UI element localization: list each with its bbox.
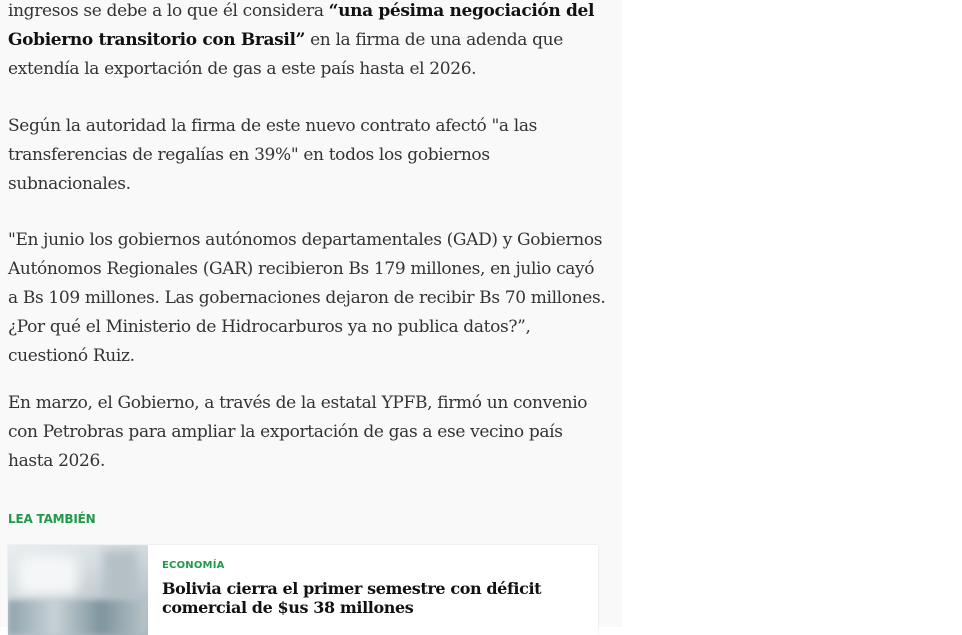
- paragraph-text: "En junio los gobiernos autónomos departamentales (GAD) y Gobiernos Autónomos Regionales (GAR) recibieron Bs 179 millones, en julio cayó a Bs 109 millones. Las gobernaciones dejaron de recibir Bs 70 millones. ¿Por qué el Ministerio de Hidrocarburos ya no publica datos?”, cuestionó Ruiz.: [8, 230, 606, 366]
- paragraph-text: Según la autoridad la firma de este nuevo contrato afectó "a las transferencias de regalías en 39%" en todos los gobiernos subnacionales.: [8, 116, 538, 194]
- related-article-category[interactable]: ECONOMÍA: [162, 560, 225, 571]
- paragraph-text: En marzo, el Gobierno, a través de la estatal YPFB, firmó un convenio con Petrobras para ampliar la exportación de gas a ese vecino país hasta 2026.: [8, 393, 588, 471]
- article-paragraph: [8, 0, 608, 84]
- related-article-headline[interactable]: Bolivia cierra el primer semestre con déficit comercial de $us 38 millones: [162, 579, 542, 617]
- bold-quote: “una pésima negociación del Gobierno transitorio con Brasil”: [8, 1, 595, 50]
- article-paragraph: [8, 226, 608, 371]
- article-paragraph: [8, 112, 608, 199]
- article-paragraph: [8, 389, 608, 476]
- paragraph-text: en la firma de una adenda que extendía la exportación de gas a este país hasta el 2026.: [8, 30, 563, 79]
- related-section-label: LEA TAMBIÉN: [8, 512, 96, 526]
- related-article-thumbnail[interactable]: [8, 545, 148, 635]
- paragraph-text: ingresos se debe a lo que él considera: [8, 1, 329, 21]
- related-article-card[interactable]: [8, 545, 598, 635]
